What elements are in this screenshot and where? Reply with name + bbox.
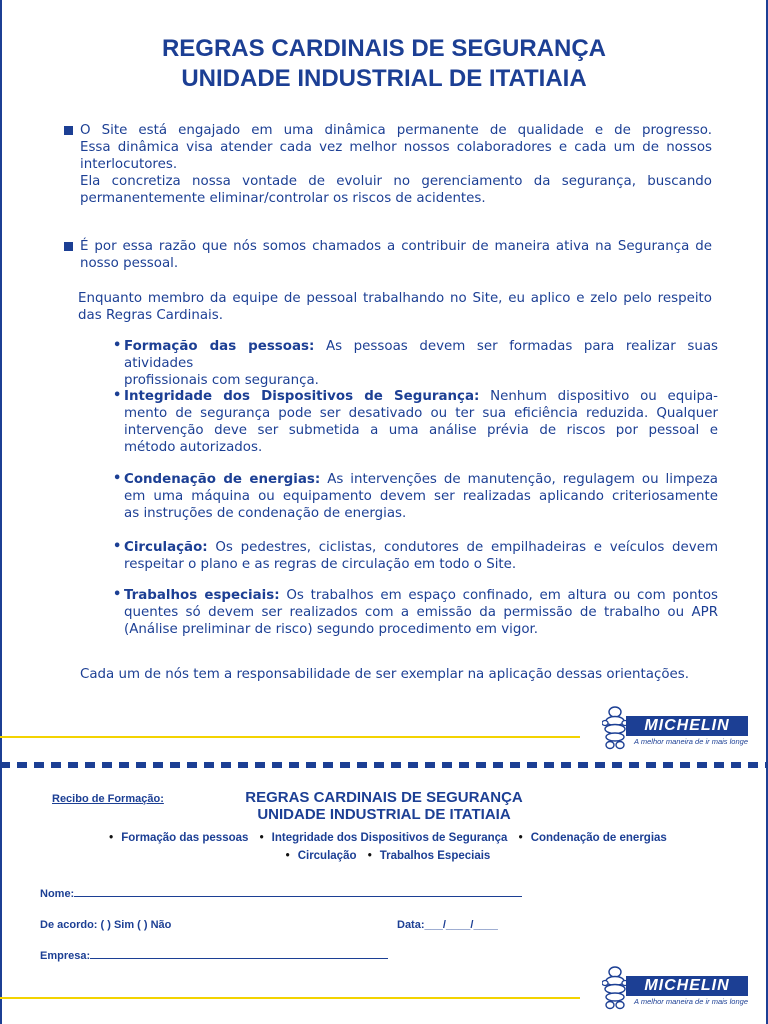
bullet-dot-icon: • — [285, 850, 290, 862]
empresa-input-line[interactable] — [90, 949, 388, 959]
square-bullet-icon — [64, 242, 73, 251]
brand-wordmark: MICHELIN — [626, 976, 748, 996]
text-line: O Site está engajado em uma dinâmica permanente de qualidade e de progresso. — [80, 123, 712, 138]
bullet-dot-icon: • — [113, 338, 122, 353]
text-line: mento de segurança pode ser desativado ou ter sua eficiência reduzida. Qualquer — [124, 406, 718, 421]
text-line: É por essa razão que nós somos chamados a contribuir de maneira ativa na Segurança de — [80, 239, 712, 254]
receipt-title-line1: REGRAS CARDINAIS DE SEGURANÇA — [245, 789, 523, 806]
topic-item: Circulação — [297, 850, 357, 862]
text-line: As intervenções de manutenção, regulagem ou limpeza — [327, 472, 718, 487]
intro-paragraph-2 — [80, 238, 712, 272]
text-line: nosso pessoal. — [80, 256, 179, 271]
intro-paragraph-1 — [80, 122, 712, 207]
text-line: quentes só devem ser realizados com a emissão da permissão de trabalho ou APR — [124, 605, 718, 620]
text-line: as instruções de condenação de energias. — [124, 506, 407, 521]
yellow-divider — [0, 736, 580, 738]
text-line: Nenhum dispositivo ou equipa- — [490, 389, 718, 404]
receipt-topics-row-1 — [0, 832, 768, 844]
michelin-logo-bottom — [602, 966, 748, 1012]
topic-item: Trabalhos Especiais — [379, 850, 491, 862]
text-line: As pessoas devem ser formadas para realizar suas atividades — [124, 339, 719, 371]
bullet-dot-icon: • — [113, 539, 122, 554]
rule-circulacao — [124, 539, 718, 573]
topic-item: Integridade dos Dispositivos de Segurança — [271, 832, 508, 844]
nome-label: Nome: — [40, 888, 75, 900]
text-line: Essa dinâmica visa atender cada vez melhor nossos colaboradores e cada um de nossos — [80, 140, 712, 155]
bullet-dot-icon: • — [109, 832, 114, 844]
bullet-dot-icon: • — [113, 471, 122, 486]
data-field[interactable]: Data:___/____/____ — [397, 919, 498, 931]
empresa-field[interactable] — [40, 949, 388, 962]
rule-heading: Integridade dos Dispositivos de Segurança: — [124, 389, 480, 404]
michelin-logo — [602, 706, 748, 752]
cut-line-divider — [0, 762, 768, 768]
brand-tagline: A melhor maneira de ir mais longe — [634, 997, 748, 1006]
text-line: Os trabalhos em espaço confinado, em altura ou com pontos — [286, 588, 719, 603]
empresa-label: Empresa: — [40, 950, 91, 962]
rule-trabalhos-especiais — [124, 587, 718, 638]
bullet-dot-icon: • — [518, 832, 523, 844]
rule-heading: Circulação: — [124, 540, 208, 555]
bullet-dot-icon: • — [367, 850, 372, 862]
brand-wordmark: MICHELIN — [626, 716, 748, 736]
nome-input-line[interactable] — [74, 887, 522, 897]
text-line: respeitar o plano e as regras de circulação em todo o Site. — [124, 557, 517, 572]
text-line: Os pedestres, ciclistas, condutores de empilhadeiras e veículos devem — [215, 540, 718, 555]
square-bullet-icon — [64, 126, 73, 135]
page-title-line2: UNIDADE INDUSTRIAL DE ITATIAIA — [181, 65, 587, 92]
receipt-label: Recibo de Formação: — [52, 793, 164, 805]
page-title-line1: REGRAS CARDINAIS DE SEGURANÇA — [161, 35, 607, 62]
brand-tagline: A melhor maneira de ir mais longe — [634, 737, 748, 746]
yellow-divider-bottom — [0, 997, 580, 999]
receipt-topics-row-2 — [0, 850, 768, 862]
intro-paragraph-3 — [78, 290, 712, 324]
topic-item: Condenação de energias — [530, 832, 667, 844]
rule-heading: Trabalhos especiais: — [124, 588, 280, 603]
bullet-dot-icon: • — [259, 832, 264, 844]
receipt-title-line2: UNIDADE INDUSTRIAL DE ITATIAIA — [257, 806, 511, 823]
text-line: Ela concretiza nossa vontade de evoluir no gerenciamento da segurança, buscando — [80, 174, 712, 189]
bibendum-icon — [602, 706, 628, 750]
rule-heading: Formação das pessoas: — [124, 339, 315, 354]
bullet-dot-icon: • — [113, 388, 122, 403]
topic-item: Formação das pessoas — [121, 832, 249, 844]
nome-field[interactable] — [40, 887, 522, 900]
bullet-dot-icon: • — [113, 587, 122, 602]
closing-statement: Cada um de nós tem a responsabilidade de ser exemplar na aplicação dessas orientações. — [80, 667, 690, 682]
page-border-left — [0, 0, 2, 1024]
text-line: intervenção deve ser submetida a uma análise prévia de riscos por pessoal e — [124, 423, 718, 438]
rule-heading: Condenação de energias: — [124, 472, 321, 487]
rule-integridade — [124, 388, 718, 456]
text-line: método autorizados. — [124, 440, 263, 455]
text-line: (Análise preliminar de risco) segundo procedimento em vigor. — [124, 622, 539, 637]
text-line: profissionais com segurança. — [124, 373, 319, 388]
text-line: em uma máquina ou equipamento devem ser realizadas aplicando criteriosamente — [124, 489, 718, 504]
text-line: permanentemente eliminar/controlar os riscos de acidentes. — [80, 191, 486, 206]
bibendum-icon — [602, 966, 628, 1010]
text-line: das Regras Cardinais. — [78, 308, 224, 323]
de-acordo-field[interactable]: De acordo: ( ) Sim ( ) Não — [40, 919, 172, 931]
rule-formacao — [124, 338, 718, 389]
text-line: Enquanto membro da equipe de pessoal trabalhando no Site, eu aplico e zelo pelo respeito — [78, 291, 712, 306]
text-line: interlocutores. — [80, 157, 178, 172]
rule-condenacao — [124, 471, 718, 522]
